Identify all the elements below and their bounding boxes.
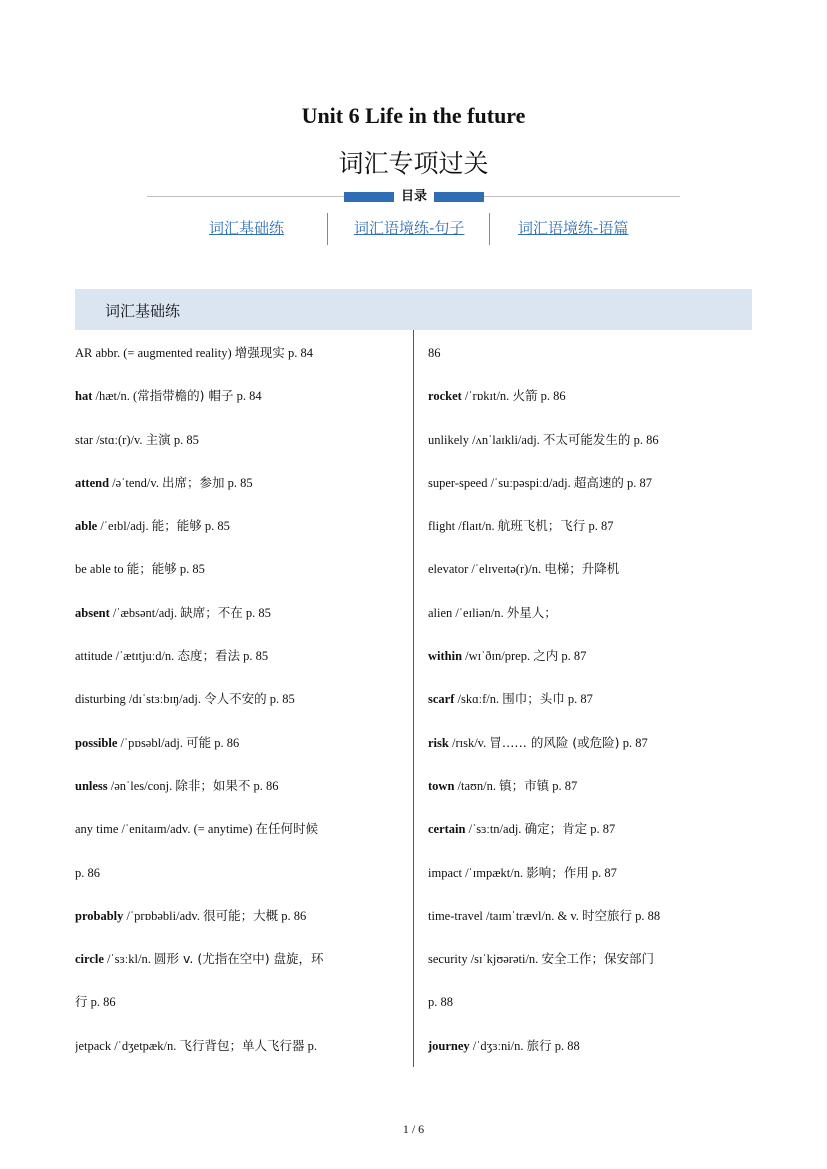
vocab-column-left bbox=[75, 340, 403, 1076]
vocab-entry bbox=[428, 470, 754, 513]
vocab-page-ref: p. 87 bbox=[564, 692, 593, 707]
vocab-meaning: 影响；作用 bbox=[526, 864, 589, 880]
column-divider bbox=[413, 330, 414, 1067]
vocab-page-ref: p. 88 bbox=[551, 1038, 580, 1053]
vocab-page-ref: p. bbox=[304, 1038, 317, 1053]
vocab-meaning: 电梯；升降机 bbox=[544, 561, 620, 577]
vocab-meaning: 围巾；头巾 bbox=[502, 691, 565, 707]
vocab-meaning: 确定；肯定 bbox=[524, 821, 588, 837]
vocab-meaning: 可能 bbox=[186, 734, 212, 750]
vocab-pronunciation: /ˈrɒkɪt/n. bbox=[461, 389, 513, 404]
vocab-pronunciation: /ʌnˈlaɪkli/adj. bbox=[468, 432, 543, 447]
vocab-entry bbox=[428, 600, 754, 643]
toc-label: 目录 bbox=[394, 188, 434, 206]
vocab-meaning: 出席；参加 bbox=[162, 474, 225, 490]
vocab-page-ref: p. 87 bbox=[558, 649, 587, 664]
vocab-entry bbox=[75, 513, 403, 556]
vocab-meaning: 主演 bbox=[145, 431, 171, 447]
vocab-entry bbox=[75, 427, 403, 470]
vocab-pronunciation: /ˈprɒbəbli/adv. bbox=[123, 908, 204, 923]
vocab-meaning: 令人不安的 bbox=[204, 691, 267, 707]
vocab-pronunciation: /dɪˈstɜːbɪŋ/adj. bbox=[125, 692, 205, 707]
vocab-pronunciation: /taʊn/n. bbox=[454, 778, 500, 793]
vocab-meaning: 不太可能发生的 bbox=[542, 431, 631, 447]
vocab-word: elevator bbox=[428, 562, 469, 577]
vocab-meaning: 镇；市镇 bbox=[499, 777, 550, 793]
vocab-meaning: 态度；看法 bbox=[177, 648, 240, 664]
vocab-word: disturbing bbox=[75, 692, 126, 707]
vocab-page-ref: p. 85 bbox=[224, 475, 253, 490]
vocab-page-ref: p. 87 bbox=[623, 475, 653, 490]
vocab-entry bbox=[428, 860, 754, 903]
vocab-pronunciation: /ˈætɪtjuːd/n. bbox=[112, 649, 178, 664]
vocab-meaning: 能；能够 bbox=[126, 561, 177, 577]
vocab-word: super-speed bbox=[428, 475, 488, 490]
vocab-page-ref: p. 87 bbox=[585, 519, 614, 534]
vocab-entry bbox=[75, 773, 403, 816]
vocab-pronunciation: /ˈdʒetpæk/n. bbox=[111, 1038, 180, 1053]
vocab-page-ref: p. 85 bbox=[266, 692, 295, 707]
vocab-meaning: 圆形 v. (尤指在空中) 盘旋，环 bbox=[153, 951, 324, 967]
vocab-word: AR bbox=[75, 346, 93, 360]
vocab-entry bbox=[75, 989, 403, 1032]
vocab-word: be able to bbox=[75, 562, 124, 577]
vocab-entry bbox=[428, 643, 754, 686]
vocab-pronunciation: /ˈeɪbl/adj. bbox=[97, 519, 152, 534]
vocab-page-ref: p. 85 bbox=[242, 605, 271, 620]
vocab-word: risk bbox=[428, 735, 449, 750]
vocab-meaning: 外星人； bbox=[506, 604, 557, 620]
vocab-pronunciation: abbr. (= augmented reality) bbox=[92, 346, 235, 360]
vocab-pronunciation: /ˈpɒsəbl/adj. bbox=[117, 735, 187, 750]
vocab-word: time-travel bbox=[428, 908, 483, 923]
toc-separator bbox=[489, 213, 490, 245]
vocab-page-ref: p. 86 bbox=[250, 778, 279, 793]
vocab-meaning: 增强现实 bbox=[234, 345, 285, 360]
vocab-meaning: 飞行背包；单人飞行器 bbox=[179, 1037, 305, 1053]
vocab-entry bbox=[428, 1033, 754, 1076]
vocab-page-ref: p. 84 bbox=[284, 346, 313, 360]
vocab-word: alien bbox=[428, 605, 453, 620]
vocab-meaning: 时空旅行 bbox=[582, 907, 633, 923]
vocab-pronunciation: /hæt/n. ( bbox=[92, 389, 138, 404]
vocab-meaning: 火箭 bbox=[512, 388, 538, 404]
vocab-word: within bbox=[428, 649, 463, 664]
vocab-pronunciation: p. 88 bbox=[428, 995, 453, 1010]
vocab-word: journey bbox=[428, 1038, 470, 1053]
vocab-word: any time bbox=[75, 822, 119, 837]
vocab-entry bbox=[428, 383, 754, 426]
vocab-entry bbox=[75, 860, 403, 903]
section-title: 词汇基础练 bbox=[105, 302, 181, 320]
document-title: Unit 6 Life in the future bbox=[301, 103, 526, 128]
vocab-entry bbox=[428, 816, 754, 859]
vocab-pronunciation: /wɪˈðɪn/prep. bbox=[462, 649, 534, 664]
vocab-page-ref: p. 85 bbox=[239, 649, 269, 664]
vocab-entry bbox=[75, 340, 403, 383]
vocab-word: probably bbox=[75, 908, 124, 923]
vocab-word: attend bbox=[75, 475, 110, 490]
vocab-entry bbox=[428, 513, 754, 556]
section-header bbox=[75, 289, 752, 330]
vocab-pronunciation: /əˈtend/v. bbox=[109, 475, 163, 490]
toc-separator bbox=[327, 213, 328, 245]
vocab-entry bbox=[75, 1033, 403, 1076]
vocab-pronunciation: /taɪmˈtrævl/n. & v. bbox=[482, 908, 583, 923]
vocab-pronunciation: /sɪˈkjʊərəti/n. bbox=[467, 952, 542, 967]
vocab-meaning: 旅行 bbox=[526, 1037, 552, 1053]
vocab-page-ref: p. 86 bbox=[537, 389, 566, 404]
vocab-meaning: 除非；如果不 bbox=[175, 777, 251, 793]
vocab-page-ref: p. 88 bbox=[632, 908, 661, 923]
vocab-meaning: 之内 bbox=[533, 648, 559, 664]
vocab-pronunciation: /flaɪt/n. bbox=[455, 519, 498, 534]
toc-links bbox=[0, 217, 827, 241]
vocab-entry bbox=[428, 686, 754, 729]
vocab-entry bbox=[428, 730, 754, 773]
vocab-page-ref: p. 86 bbox=[87, 995, 116, 1010]
toc-link-context-sentences[interactable]: 词汇语境练-句子 bbox=[354, 219, 465, 237]
vocab-meaning: 超高速的 bbox=[573, 474, 624, 490]
vocab-meaning: 安全工作；保安部门 bbox=[541, 951, 654, 967]
vocab-pronunciation: /ənˈles/conj. bbox=[107, 778, 176, 793]
vocab-page-ref: p. 87 bbox=[549, 778, 578, 793]
vocab-meaning: 在任何时候 bbox=[255, 821, 319, 837]
vocab-page-ref: p. 87 bbox=[619, 735, 648, 750]
document-subtitle: 词汇专项过关 bbox=[338, 149, 489, 178]
vocab-entry bbox=[428, 427, 754, 470]
vocab-pronunciation: /skɑːf/n. bbox=[454, 692, 503, 707]
vocab-pronunciation: /rɪsk/v. bbox=[448, 735, 490, 750]
vocab-pronunciation: /ˈæbsənt/adj. bbox=[109, 605, 181, 620]
vocab-entry bbox=[428, 989, 754, 1032]
vocab-entry bbox=[75, 600, 403, 643]
vocab-word: absent bbox=[75, 605, 110, 620]
vocab-word: unless bbox=[75, 778, 108, 793]
vocab-page-ref: p. 87 bbox=[587, 822, 616, 837]
vocab-word: circle bbox=[75, 952, 104, 967]
vocab-entry bbox=[75, 643, 403, 686]
vocab-page-ref: p. 85 bbox=[201, 519, 230, 534]
vocab-word: possible bbox=[75, 735, 118, 750]
vocab-word: scarf bbox=[428, 692, 455, 707]
vocab-word: town bbox=[428, 778, 455, 793]
vocab-meaning: 冒…… 的风险 (或危险) bbox=[489, 734, 620, 750]
vocab-pronunciation: /ˈenitaɪm/adv. (= anytime) bbox=[118, 822, 256, 837]
vocab-meaning: 很可能；大概 bbox=[203, 907, 279, 923]
vocab-meaning: 行 bbox=[75, 994, 88, 1010]
vocab-pronunciation: /ˈelɪveɪtə(r)/n. bbox=[468, 562, 545, 577]
vocab-pronunciation: /ˈsɜːkl/n. bbox=[103, 952, 154, 967]
vocab-pronunciation: 86 bbox=[428, 346, 441, 360]
vocab-pronunciation: /ˈdʒɜːni/n. bbox=[469, 1038, 527, 1053]
vocab-entry bbox=[75, 903, 403, 946]
vocab-word: flight bbox=[428, 519, 456, 534]
vocab-entry bbox=[75, 556, 403, 599]
vocab-entry bbox=[428, 556, 754, 599]
vocab-word: impact bbox=[428, 865, 463, 880]
vocab-entry bbox=[75, 730, 403, 773]
vocab-entry bbox=[428, 340, 754, 383]
vocab-entry bbox=[75, 686, 403, 729]
vocab-entry bbox=[75, 470, 403, 513]
vocab-meaning: 能；能够 bbox=[151, 518, 202, 534]
vocab-word: unlikely bbox=[428, 432, 469, 447]
vocab-entry bbox=[428, 903, 754, 946]
vocab-pronunciation: /ˈsuːpəspiːd/adj. bbox=[487, 475, 574, 490]
vocab-page-ref: p. 87 bbox=[588, 865, 617, 880]
vocab-pronunciation: /ˈɪmpækt/n. bbox=[462, 865, 527, 880]
vocab-meaning: 缺席；不在 bbox=[180, 604, 243, 620]
page-number: 1 / 6 bbox=[402, 1122, 425, 1136]
vocab-meaning: 航班飞机；飞行 bbox=[497, 518, 586, 534]
vocab-pronunciation: p. 86 bbox=[75, 865, 100, 880]
vocab-word: attitude bbox=[75, 649, 113, 664]
vocab-pronunciation: /ˈsɜːtn/adj. bbox=[465, 822, 525, 837]
vocab-entry bbox=[428, 773, 754, 816]
vocab-page-ref: p. 86 bbox=[211, 735, 240, 750]
vocab-entry bbox=[75, 816, 403, 859]
toc-link-context-passage[interactable]: 词汇语境练-语篇 bbox=[518, 219, 629, 237]
vocab-word: rocket bbox=[428, 389, 462, 404]
vocab-page-ref: p. 85 bbox=[176, 562, 205, 577]
vocab-word: able bbox=[75, 519, 98, 534]
vocab-word: certain bbox=[428, 822, 466, 837]
toc-link-basic-vocab[interactable]: 词汇基础练 bbox=[209, 219, 285, 237]
vocab-page-ref: p. 86 bbox=[630, 432, 659, 447]
vocab-entry bbox=[428, 946, 754, 989]
vocab-page-ref: p. 86 bbox=[278, 908, 307, 923]
vocab-word: star bbox=[75, 432, 94, 447]
vocab-entry bbox=[75, 383, 403, 426]
vocab-pronunciation: /ˈeɪliən/n. bbox=[452, 605, 507, 620]
vocab-entry bbox=[75, 946, 403, 989]
vocab-column-right bbox=[428, 340, 754, 1076]
vocab-word: hat bbox=[75, 389, 93, 404]
vocab-pronunciation: /stɑː(r)/v. bbox=[93, 432, 146, 447]
vocab-word: security bbox=[428, 952, 468, 967]
vocab-page-ref: p. 85 bbox=[170, 432, 199, 447]
vocab-word: jetpack bbox=[75, 1038, 112, 1053]
vocab-meaning: 常指带檐的) 帽子 bbox=[137, 388, 234, 404]
vocab-page-ref: p. 84 bbox=[233, 389, 262, 404]
